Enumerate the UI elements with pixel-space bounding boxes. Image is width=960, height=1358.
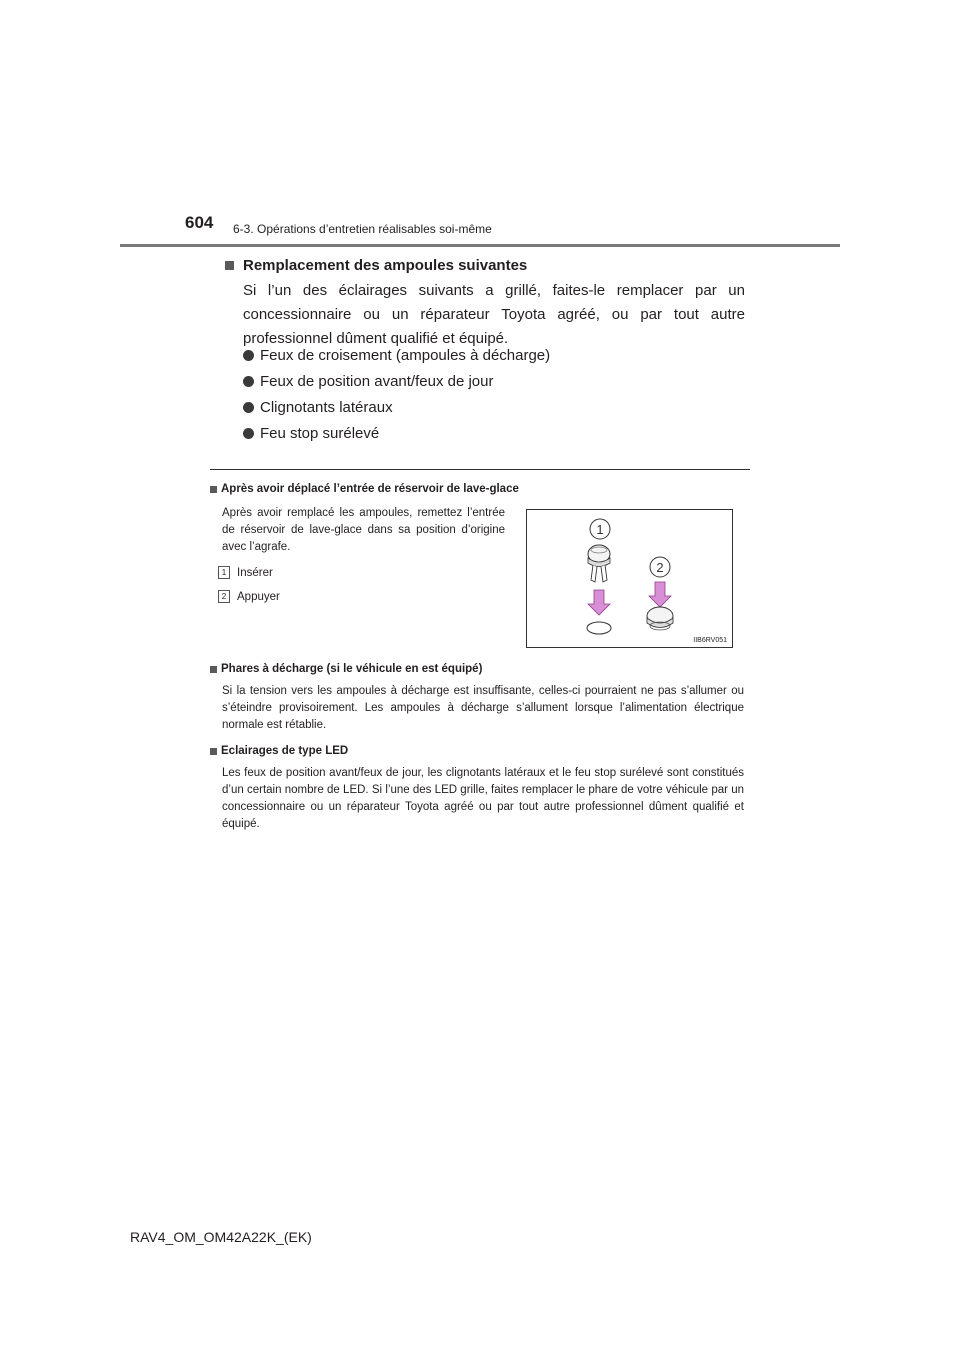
breadcrumb: 6-3. Opérations d’entretien réalisables soi-même [233,222,492,236]
note-text: Après avoir remplacé les ampoules, remettez l’entrée de réservoir de lave-glace dans sa position d’origine avec l’agrafe. [222,507,505,553]
round-bullet-icon [243,376,254,387]
list-item [243,373,493,390]
list-item-text: Feux de position avant/feux de jour [260,373,494,390]
round-bullet-icon [243,428,254,439]
step-number-badge: 1 [218,566,230,579]
round-bullet-icon [243,402,254,413]
step-label: Appuyer [237,590,280,603]
clip-diagram [527,510,732,647]
section-title-text: Remplacement des ampoules suivantes [243,257,528,274]
list-item [243,425,379,442]
header-divider [120,244,840,247]
callout-1 [590,519,610,539]
clip-illustration [526,509,733,648]
list-item [243,399,393,416]
section-divider [210,469,750,470]
arrow-down-icon [649,582,671,607]
clip-pressed [647,607,673,630]
list-item [243,347,550,364]
note-title-text: Phares à décharge (si le véhicule en est équipé) [221,663,483,675]
list-item-text: Feu stop surélevé [260,425,380,442]
square-bullet-icon [210,486,217,493]
note-text: Les feux de position avant/feux de jour, les clignotants latéraux et le feu stop surélevé sont constitués d’un certain nombre de LED. Si l’une des LED grille, faites remplacer le phare de votre véhicule par un concessionnaire ou un réparateur Toyota agréé ou par tout autre professionnel dûment qualifié et équipé. [222,767,744,830]
square-bullet-icon [210,748,217,755]
mounting-hole [587,622,611,634]
note-title-text: Eclairages de type LED [221,745,349,757]
clip-insert [588,545,610,582]
note-title-text: Après avoir déplacé l’entrée de réservoir de lave-glace [221,483,519,495]
round-bullet-icon [243,350,254,361]
note-title [210,663,482,675]
note-title [210,483,519,495]
arrow-down-icon [588,590,610,615]
document-code: RAV4_OM_OM42A22K_(EK) [130,1229,312,1245]
figure-code: IIB6RV051 [693,637,727,644]
callout-2-label: 2 [656,560,664,575]
list-item-text: Clignotants latéraux [260,399,393,416]
note-text: Si la tension vers les ampoules à décharge est insuffisante, celles-ci pourraient ne pas s’allumer ou s’éteindre provisoirement. Les ampoules à décharge s’allument lorsque l’alimentation électrique normale est rétablie. [222,685,744,731]
step-number-badge: 2 [218,590,230,603]
note-title [210,745,348,757]
list-item-text: Feux de croisement (ampoules à décharge) [260,347,551,364]
section-title [225,257,527,274]
step-item [218,590,280,603]
callout-1-label: 1 [596,522,604,537]
step-item [218,566,273,579]
callout-2 [650,557,670,577]
square-bullet-icon [210,666,217,673]
section-body: Si l’un des éclairages suivants a grillé, faites-le remplacer par un concessionnaire ou un réparateur Toyota agréé, ou par tout autre professionnel dûment qualifié et équipé. [243,282,745,347]
step-label: Insérer [237,566,273,579]
square-bullet-icon [225,261,234,270]
page-number: 604 [185,213,214,232]
